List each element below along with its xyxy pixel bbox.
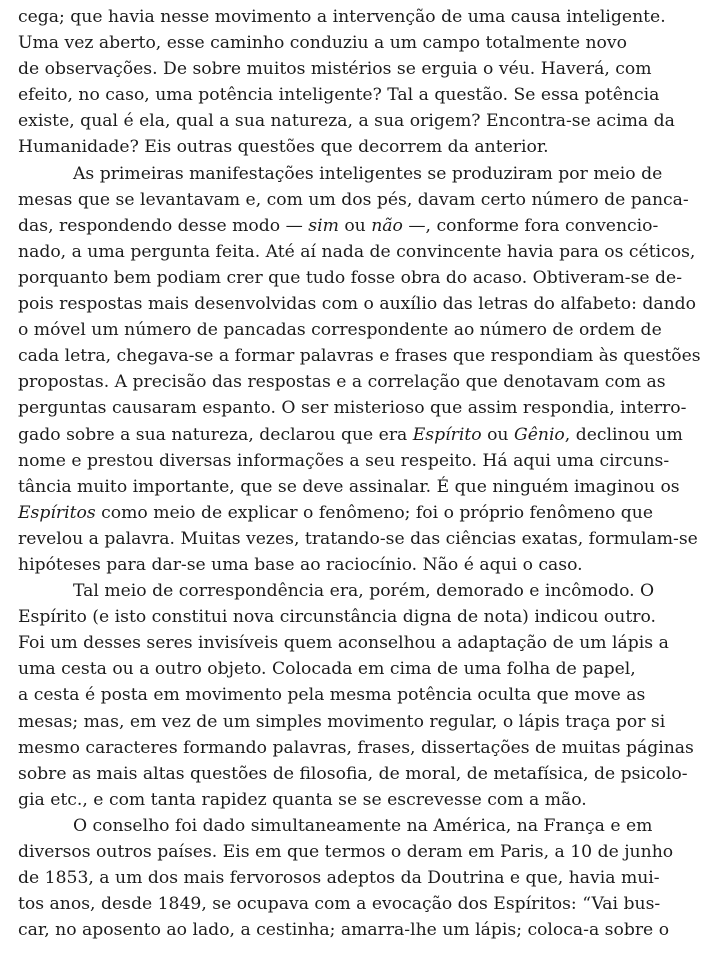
text-line: nado, a uma pergunta feita. Até aí nada de convincente havia para os céticos,	[18, 241, 696, 262]
text-line: gado sobre a sua natureza, declarou que era Espírito ou Gênio, declinou um	[18, 424, 683, 445]
text-line: Tal meio de correspondência era, porém, demorado e incômodo. O	[73, 581, 655, 602]
text-line: cega; que havia nesse movimento a intervenção de uma causa inteligente.	[18, 7, 666, 27]
text-line: das, respondendo desse modo — sim ou não —, conforme fora convencio-	[18, 215, 659, 236]
text-line: diversos outros países. Eis em que termos o deram em Paris, a 10 de junho	[18, 842, 674, 862]
text-line: o móvel um número de pancadas correspondente ao número de ordem de	[18, 320, 662, 341]
text-line: Uma vez aberto, esse caminho conduziu a um campo totalmente novo	[18, 33, 627, 54]
text-line: As primeiras manifestações inteligentes se produziram por meio de	[73, 163, 663, 184]
text-line: mesas; mas, em vez de um simples movimento regular, o lápis traça por si	[18, 711, 666, 732]
text-line: perguntas causaram espanto. O ser misterioso que assim respondia, interro-	[18, 398, 687, 419]
text-line: mesas que se levantavam e, com um dos pés, davam certo número de panca-	[18, 189, 689, 210]
text-line: efeito, no caso, uma potência inteligente? Tal a questão. Se essa potência	[18, 85, 660, 106]
text-line: Foi um desses seres invisíveis quem aconselhou a adaptação de um lápis a	[18, 633, 669, 654]
text-line: hipóteses para dar-se uma base ao raciocínio. Não é aqui o caso.	[18, 554, 583, 575]
text-line: O conselho foi dado simultaneamente na América, na França e em	[73, 815, 653, 836]
text-line: existe, qual é ela, qual a sua natureza, a sua origem? Encontra-se acima da	[18, 111, 675, 132]
text-line: Espíritos como meio de explicar o fenômeno; foi o próprio fenômeno que	[18, 502, 654, 523]
text-line: porquanto bem podiam crer que tudo fosse obra do acaso. Obtiveram-se de-	[18, 267, 683, 288]
text-line: mesmo caracteres formando palavras, frases, dissertações de muitas páginas	[18, 737, 694, 758]
text-line: de observações. De sobre muitos mistérios se erguia o véu. Haverá, com	[18, 59, 652, 80]
text-line: propostas. A precisão das respostas e a correlação que denotavam com as	[18, 372, 666, 393]
text-line: cada letra, chegava-se a formar palavras e frases que respondiam às questões	[18, 346, 701, 367]
text-line: nome e prestou diversas informações a seu respeito. Há aqui uma circuns-	[18, 450, 670, 471]
text-line: pois respostas mais desenvolvidas com o auxílio das letras do alfabeto: dando	[18, 294, 697, 315]
paragraph	[18, 578, 694, 813]
document-page	[18, 4, 701, 943]
text-line: uma cesta ou a outro objeto. Colocada em cima de uma folha de papel,	[18, 659, 636, 680]
text-line: car, no aposento ao lado, a cestinha; amarra-lhe um lápis; coloca-a sobre o	[18, 920, 670, 941]
text-line: Espírito (e isto constitui nova circunstância digna de nota) indicou outro.	[18, 607, 656, 628]
paragraph	[18, 813, 674, 943]
text-line: de 1853, a um dos mais fervorosos adeptos da Doutrina e que, havia mui-	[18, 868, 660, 889]
text-line: sobre as mais altas questões de filosofia, de moral, de metafísica, de psicolo-	[18, 763, 688, 784]
text-line: gia etc., e com tanta rapidez quanta se se escrevesse com a mão.	[18, 789, 587, 810]
text-line: a cesta é posta em movimento pela mesma potência oculta que move as	[18, 685, 646, 706]
paragraph	[18, 161, 701, 579]
text-line: tos anos, desde 1849, se ocupava com a evocação dos Espíritos: “Vai bus-	[18, 894, 661, 915]
text-line: revelou a palavra. Muitas vezes, tratando-se das ciências exatas, formulam-se	[18, 528, 698, 549]
text-line: tância muito importante, que se deve assinalar. É que ninguém imaginou os	[18, 476, 680, 497]
paragraph	[18, 4, 675, 161]
text-line: Humanidade? Eis outras questões que decorrem da anterior.	[18, 137, 549, 158]
